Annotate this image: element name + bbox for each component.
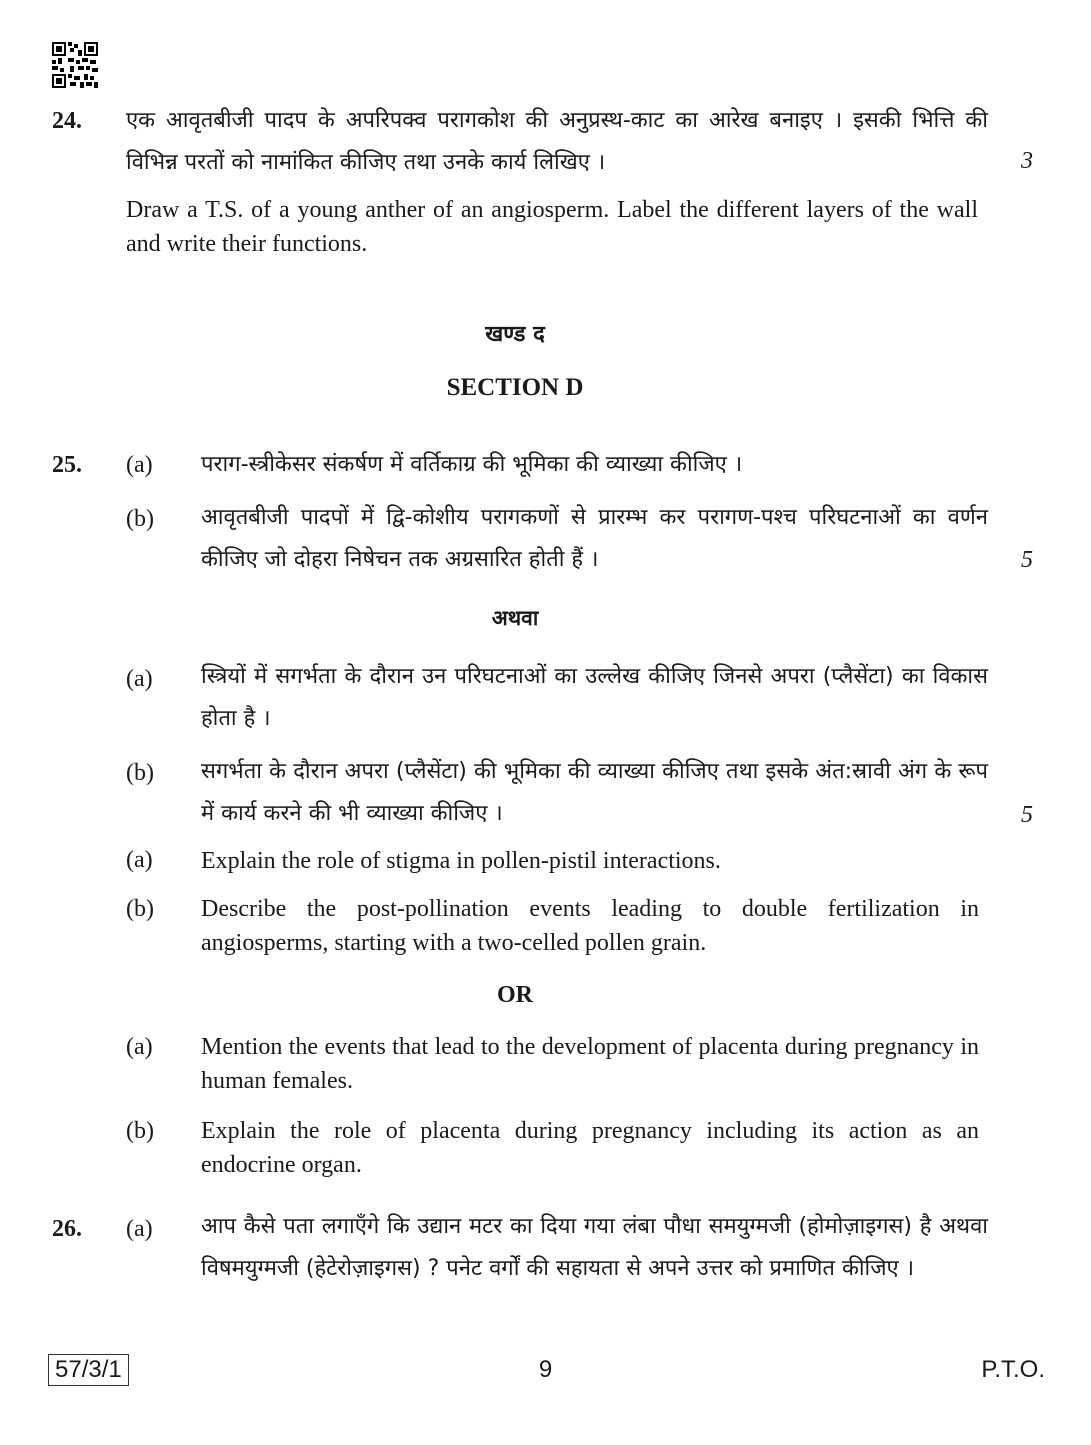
subpart-text-hindi: आवृतबीजी पादपों में द्वि-कोशीय परागकणों से प्रारम्भ कर परागण-पश्च परिघटनाओं का वर्णन कीजिए जो दोहरा निषेचन तक अग्रसारित होती हैं । [201, 505, 988, 572]
question-number: 26. [52, 1216, 82, 1242]
marks: 5 [1021, 547, 1033, 573]
subpart-label: (a) [126, 452, 153, 478]
question-text-hindi: एक आवृतबीजी पादप के अपरिपक्व परागकोश की अनुप्रस्थ-काट का आरेख बनाइए । इसकी भित्ति की विभिन्न परतों को नामांकित कीजिए तथा उनके कार्य लिखिए । [126, 108, 988, 175]
subpart-label: (b) [126, 506, 154, 532]
subpart-text-hindi: पराग-स्त्रीकेसर संकर्षण में वर्तिकाग्र की भूमिका की व्याख्या कीजिए । [201, 452, 743, 477]
paper-code: 57/3/1 [48, 1354, 129, 1386]
subpart-label: (b) [126, 896, 154, 922]
or-heading-english: OR [497, 982, 533, 1008]
qr-code-icon [52, 42, 98, 88]
subpart-text-hindi: स्त्रियों में सगर्भता के दौरान उन परिघटनाओं का उल्लेख कीजिए जिनसे अपरा (प्लैसेंटा) का विकास होता है । [201, 664, 988, 731]
page-number: 9 [538, 1356, 553, 1383]
question-text-english: Draw a T.S. of a young anther of an angiosperm. Label the different layers of the wall and write their functions. [126, 197, 978, 257]
subpart-label: (a) [126, 847, 153, 873]
section-heading-english: SECTION D [446, 374, 584, 401]
subpart-label: (a) [126, 1216, 153, 1242]
subpart-text-english: Explain the role of placenta during pregnancy including its action as an endocrine organ. [201, 1118, 979, 1178]
subpart-label: (a) [126, 1034, 153, 1060]
subpart-text-english: Mention the events that lead to the development of placenta during pregnancy in human females. [201, 1034, 979, 1094]
marks: 3 [1021, 148, 1033, 174]
or-heading-hindi: अथवा [491, 606, 539, 630]
subpart-label: (b) [126, 1118, 154, 1144]
marks: 5 [1021, 802, 1033, 828]
subpart-text-hindi: आप कैसे पता लगाएँगे कि उद्यान मटर का दिया गया लंबा पौधा समयुग्मजी (होमोज़ाइगस) है अथवा विषमयुग्मजी (हेटेरोज़ाइगस) ? पनेट वर्गों की सहायता से अपने उत्तर को प्रमाणित कीजिए । [201, 1214, 988, 1281]
question-number: 25. [52, 452, 82, 478]
subpart-text-english: Explain the role of stigma in pollen-pistil interactions. [201, 848, 721, 874]
pto-label: P.T.O. [981, 1356, 1045, 1383]
subpart-text-hindi: सगर्भता के दौरान अपरा (प्लैसेंटा) की भूमिका की व्याख्या कीजिए तथा इसके अंत:स्रावी अंग के रूप में कार्य करने की भी व्याख्या कीजिए । [201, 759, 988, 826]
subpart-label: (a) [126, 666, 153, 692]
subpart-label: (b) [126, 760, 154, 786]
question-number: 24. [52, 108, 82, 134]
section-heading-hindi: खण्ड द [485, 322, 545, 347]
subpart-text-english: Describe the post-pollination events leading to double fertilization in angiosperms, starting with a two-celled pollen grain. [201, 896, 979, 956]
